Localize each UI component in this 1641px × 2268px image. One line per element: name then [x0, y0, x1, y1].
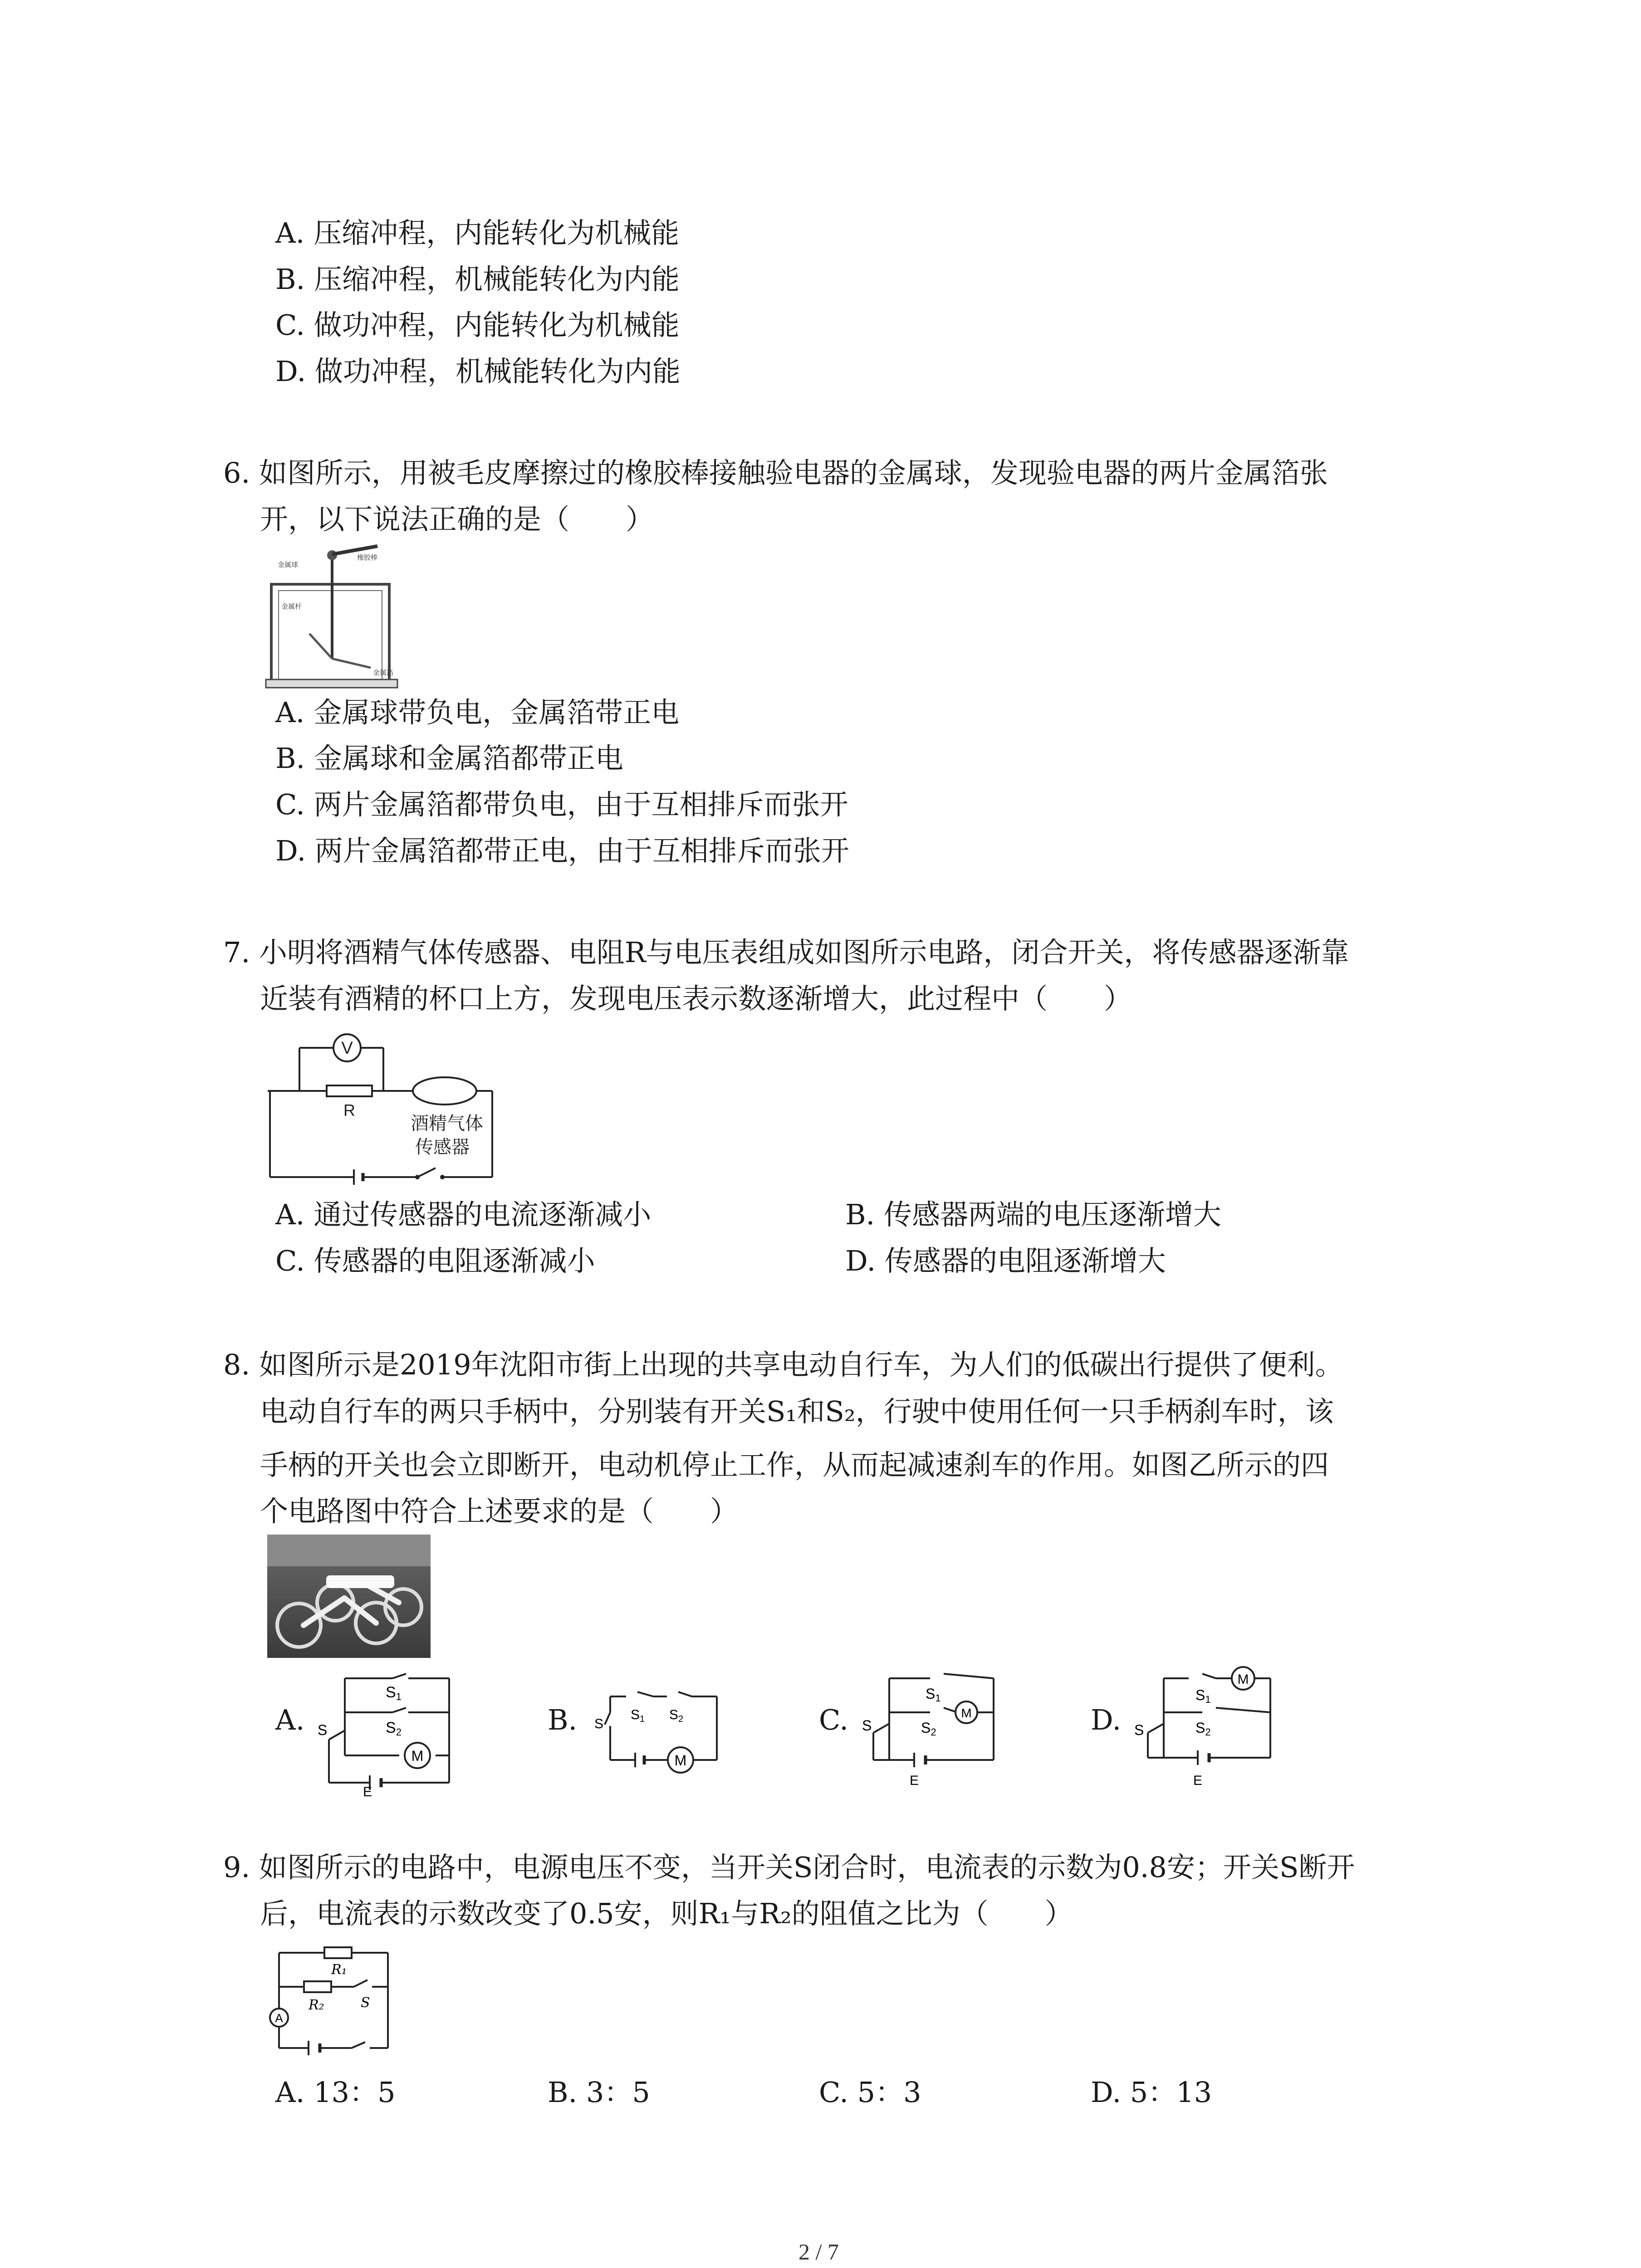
battery-label: E [363, 1784, 372, 1796]
q7-option-c: C. 传感器的电阻逐渐减小 [275, 1244, 595, 1277]
motor-label: M [1237, 1672, 1249, 1687]
label-metal-bar: 金属杆 [281, 602, 302, 611]
label-metal-foil: 金属箔 [373, 669, 394, 677]
q6-stem-line1: 6. 如图所示，用被毛皮摩擦过的橡胶棒接触验电器的金属球，发现验电器的两片金属箔张 [223, 456, 1328, 489]
q9-option-c: C. 5：3 [819, 2076, 921, 2109]
switch-s1-label: $S_1$ [631, 1707, 645, 1724]
q9-option-b: B. 3：5 [548, 2076, 650, 2109]
q7-option-a: A. 通过传感器的电流逐渐减小 [275, 1198, 652, 1231]
q8-stem-line1: 8. 如图所示是2019年沈阳市街上出现的共享电动自行车，为人们的低碳出行提供了便利。 [223, 1348, 1343, 1381]
q7-stem-line2: 近装有酒精的杯口上方，发现电压表示数逐渐增大，此过程中（ ） [260, 982, 1132, 1015]
r1-label: R₁ [331, 1962, 347, 1978]
circuit-option-d [1134, 1660, 1284, 1796]
ammeter-label: A [275, 2011, 283, 2025]
q8-stem-line3: 手柄的开关也会立即断开，电动机停止工作，从而起减速刹车的作用。如图乙所示的四 [260, 1448, 1329, 1481]
voltmeter-label: V [341, 1039, 353, 1058]
q9-option-a: A. 13：5 [275, 2076, 396, 2109]
q6-option-b: B. 金属球和金属箔都带正电 [275, 742, 623, 775]
switch-s1-label: S1 [386, 1684, 402, 1702]
switch-s2-label: S2 [921, 1720, 936, 1738]
q5-option-b: B. 压缩冲程，机械能转化为内能 [275, 263, 680, 296]
q7-stem-line1: 7. 小明将酒精气体传感器、电阻R与电压表组成如图所示电路，闭合开关，将传感器逐渐靠 [223, 936, 1349, 969]
q7-option-d: D. 传感器的电阻逐渐增大 [845, 1244, 1166, 1277]
q8-option-c-label: C. [819, 1703, 848, 1736]
resistor-label: R [343, 1101, 355, 1119]
q6-option-d: D. 两片金属箔都带正电，由于互相排斥而张开 [275, 834, 849, 867]
q7-option-b: B. 传感器两端的电压逐渐增大 [845, 1198, 1221, 1231]
q5-option-d: D. 做功冲程，机械能转化为内能 [275, 355, 681, 388]
switch-s2-label: $S_2$ [669, 1707, 684, 1724]
q6-option-a: A. 金属球带负电，金属箔带正电 [275, 696, 680, 729]
q8-option-d-label: D. [1091, 1703, 1122, 1736]
circuit-option-a [318, 1665, 463, 1796]
circuit-option-b [592, 1683, 728, 1778]
alcohol-sensor-circuit [268, 1030, 499, 1186]
parallel-resistor-circuit [265, 1941, 402, 2064]
shared-ebike-photo [267, 1535, 431, 1658]
motor-label: M [411, 1748, 424, 1764]
switch-s2-label: S2 [386, 1719, 402, 1738]
sensor-label-line2: 传感器 [415, 1137, 470, 1157]
q8-stem-line2: 电动自行车的两只手柄中，分别装有开关S₁和S₂，行驶中使用任何一只手柄刹车时，该 [260, 1395, 1334, 1428]
switch-s-label: S [862, 1717, 872, 1734]
r2-label: R₂ [309, 1997, 324, 2013]
q5-option-a: A. 压缩冲程，内能转化为机械能 [275, 216, 680, 249]
q8-stem-line4: 个电路图中符合上述要求的是（ ） [260, 1495, 739, 1528]
q6-option-c: C. 两片金属箔都带负电，由于互相排斥而张开 [275, 788, 848, 821]
battery-label: E [910, 1773, 919, 1788]
q8-option-a-label: A. [275, 1703, 305, 1736]
motor-label: M [674, 1752, 687, 1769]
q9-option-d: D. 5：13 [1091, 2076, 1212, 2109]
circuit-option-c [862, 1665, 1007, 1796]
q9-stem-line2: 后，电流表的示数改变了0.5安，则R₁与R₂的阻值之比为（ ） [260, 1897, 1073, 1930]
q9-stem-line1: 9. 如图所示的电路中，电源电压不变，当开关S闭合时，电流表的示数为0.8安；开关S断开 [223, 1851, 1355, 1884]
q8-option-b-label: B. [548, 1703, 578, 1736]
switch-s-label: S [594, 1716, 604, 1731]
page-number: 2 / 7 [798, 2239, 839, 2264]
electroscope-figure [264, 541, 414, 690]
switch-s-label: S [318, 1722, 328, 1738]
switch-s1-label: S1 [1195, 1687, 1211, 1705]
switch-label: S [361, 1995, 370, 2011]
motor-label: M [961, 1706, 972, 1720]
label-rubber-rod: 橡胶棒 [357, 553, 378, 562]
switch-s-label: S [1134, 1722, 1144, 1738]
switch-s2-label: S2 [1195, 1720, 1211, 1738]
battery-label: E [1193, 1773, 1203, 1788]
q5-option-c: C. 做功冲程，内能转化为机械能 [275, 308, 680, 342]
sensor-label-line1: 酒精气体 [411, 1114, 483, 1134]
label-metal-ball: 金属球 [278, 561, 299, 569]
q6-stem-line2: 开，以下说法正确的是（ ） [260, 503, 654, 536]
switch-s1-label: S1 [926, 1686, 941, 1704]
